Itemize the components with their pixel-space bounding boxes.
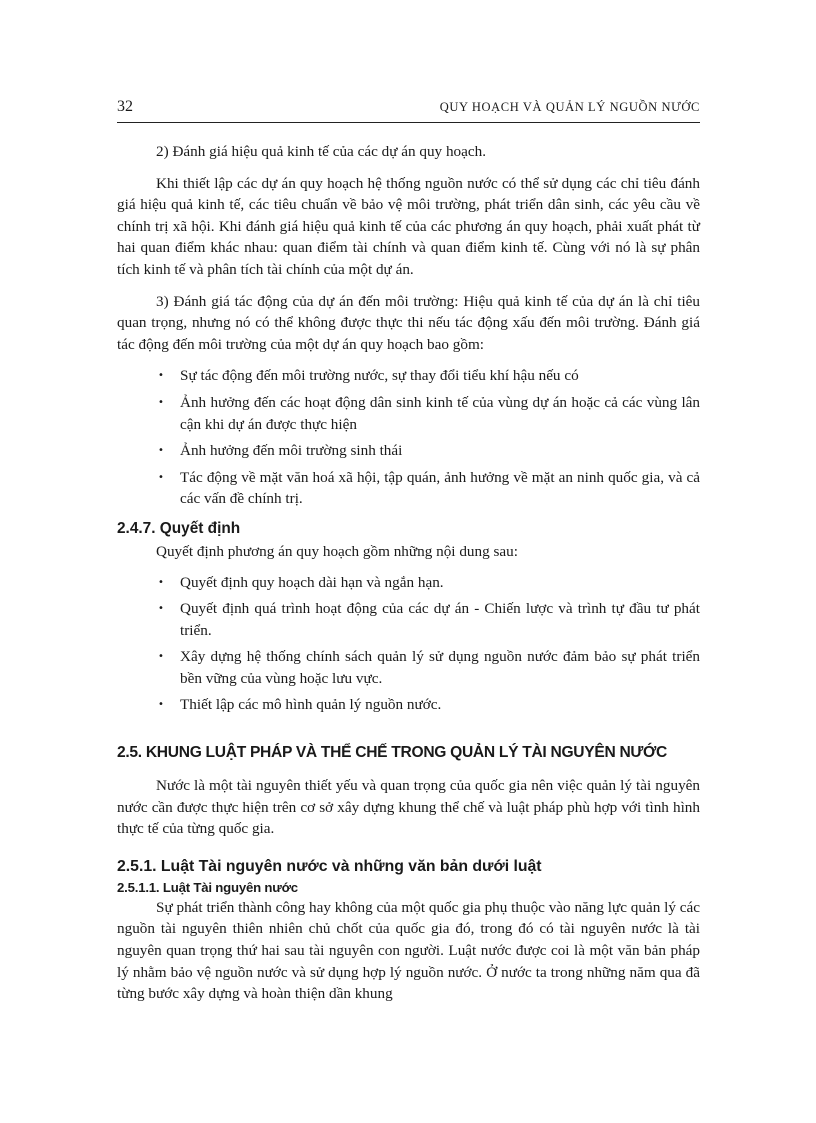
bullet-icon: • xyxy=(158,603,164,615)
list-item xyxy=(117,392,700,435)
bullet-icon: • xyxy=(158,699,164,711)
bullet-icon: • xyxy=(158,576,164,588)
list-item-text: Quyết định quá trình hoạt động của các dự án - Chiến lược và trình tự đầu tư phát triển. xyxy=(180,600,700,639)
list-item-text: Sự tác động đến môi trường nước, sự thay đổi tiểu khí hậu nếu có xyxy=(180,367,579,385)
list-item xyxy=(117,694,700,716)
impact-list xyxy=(117,365,700,510)
paragraph-water-law: Sự phát triển thành công hay không của một quốc gia phụ thuộc vào năng lực quản lý các nguồn tài nguyên thiên nhiên chủ chốt của quốc gia đó, trong đó có tài nguyên nước là tài nguyên quan trọng thứ hai sau tài nguyên con người. Luật nước được coi là một văn bản pháp lý nhằm bảo vệ nguồn nước và sử dụng hợp lý nguồn nước. Ở nước ta trong những năm qua đã từng bước xây dựng và hoàn thiện dần khung xyxy=(117,898,700,1003)
bullet-icon: • xyxy=(158,396,164,408)
list-item xyxy=(117,365,700,387)
bullet-icon: • xyxy=(158,651,164,663)
heading-2-5: 2.5. KHUNG LUẬT PHÁP VÀ THỂ CHẾ TRONG QUẢN LÝ TÀI NGUYÊN NƯỚC xyxy=(117,744,668,762)
list-item xyxy=(117,440,700,462)
list-item xyxy=(117,467,700,510)
paragraph-legal-framework: Nước là một tài nguyên thiết yếu và quan trọng của quốc gia nên việc quản lý tài nguyên nước cần được thực hiện trên cơ sở xây dựng khung thể chế và luật pháp phù hợp với tình hình thực tế của từng quốc gia. xyxy=(117,777,700,838)
list-item-text: Ảnh hưởng đến các hoạt động dân sinh kinh tế của vùng dự án hoặc cả các vùng lân cận khi dự án được thực hiện xyxy=(180,393,700,433)
list-item-text: Xây dựng hệ thống chính sách quản lý sử dụng nguồn nước đảm bảo sự phát triển bền vững của vùng hoặc lưu vực. xyxy=(180,648,700,687)
list-item xyxy=(117,598,700,641)
list-item-text: Ảnh hưởng đến môi trường sinh thái xyxy=(180,442,403,460)
paragraph-economic-evaluation: 2) Đánh giá hiệu quả kinh tế của các dự án quy hoạch. xyxy=(156,143,487,160)
list-item xyxy=(117,646,700,689)
bullet-icon: • xyxy=(158,471,164,483)
list-item-text: Quyết định quy hoạch dài hạn và ngắn hạn. xyxy=(180,573,444,591)
bullet-icon: • xyxy=(158,445,164,457)
heading-2-5-1-1: 2.5.1.1. Luật Tài nguyên nước xyxy=(117,879,298,895)
paragraph-environment-impact: 3) Đánh giá tác động của dự án đến môi trường: Hiệu quả kinh tế của dự án là chỉ tiêu quan trọng, nhưng nó có thể không được thực thi nếu tác động xấu đến môi trường. Đánh giá tác động đến môi trường của một dự án quy hoạch bao gồm: xyxy=(117,292,700,353)
list-item xyxy=(117,572,700,594)
list-item-text: Thiết lập các mô hình quản lý nguồn nước. xyxy=(180,696,442,714)
page-header xyxy=(117,96,700,123)
list-item-text: Tác động về mặt văn hoá xã hội, tập quán, ảnh hưởng về mặt an ninh quốc gia, và cả các vấn đề chính trị. xyxy=(180,468,700,508)
running-title: QUY HOẠCH VÀ QUẢN LÝ NGUỒN NƯỚC xyxy=(439,100,700,114)
decision-list xyxy=(117,572,700,717)
bullet-icon: • xyxy=(158,370,164,382)
paragraph-decision-intro: Quyết định phương án quy hoạch gồm những nội dung sau: xyxy=(156,542,518,560)
paragraph-economic-indicators: Khi thiết lập các dự án quy hoạch hệ thống nguồn nước có thể sử dụng các chỉ tiêu đánh giá hiệu quả kinh tế, các tiêu chuẩn về bảo vệ môi trường, phát triển dân sinh, các yêu cầu về chính trị xã hội. Khi đánh giá hiệu quả kinh tế của các phương án quy hoạch, phải xuất phát từ hai quan điểm khác nhau: quan điểm tài chính và quan điểm kinh tế. Cùng với nó là sự phân tích kinh tế và phân tích tài chính của một dự án. xyxy=(117,174,700,278)
page-body xyxy=(117,141,700,1005)
heading-2-5-1: 2.5.1. Luật Tài nguyên nước và những văn bản dưới luật xyxy=(117,857,542,875)
page-number: 32 xyxy=(117,98,133,115)
heading-2-4-7: 2.4.7. Quyết định xyxy=(117,519,241,537)
